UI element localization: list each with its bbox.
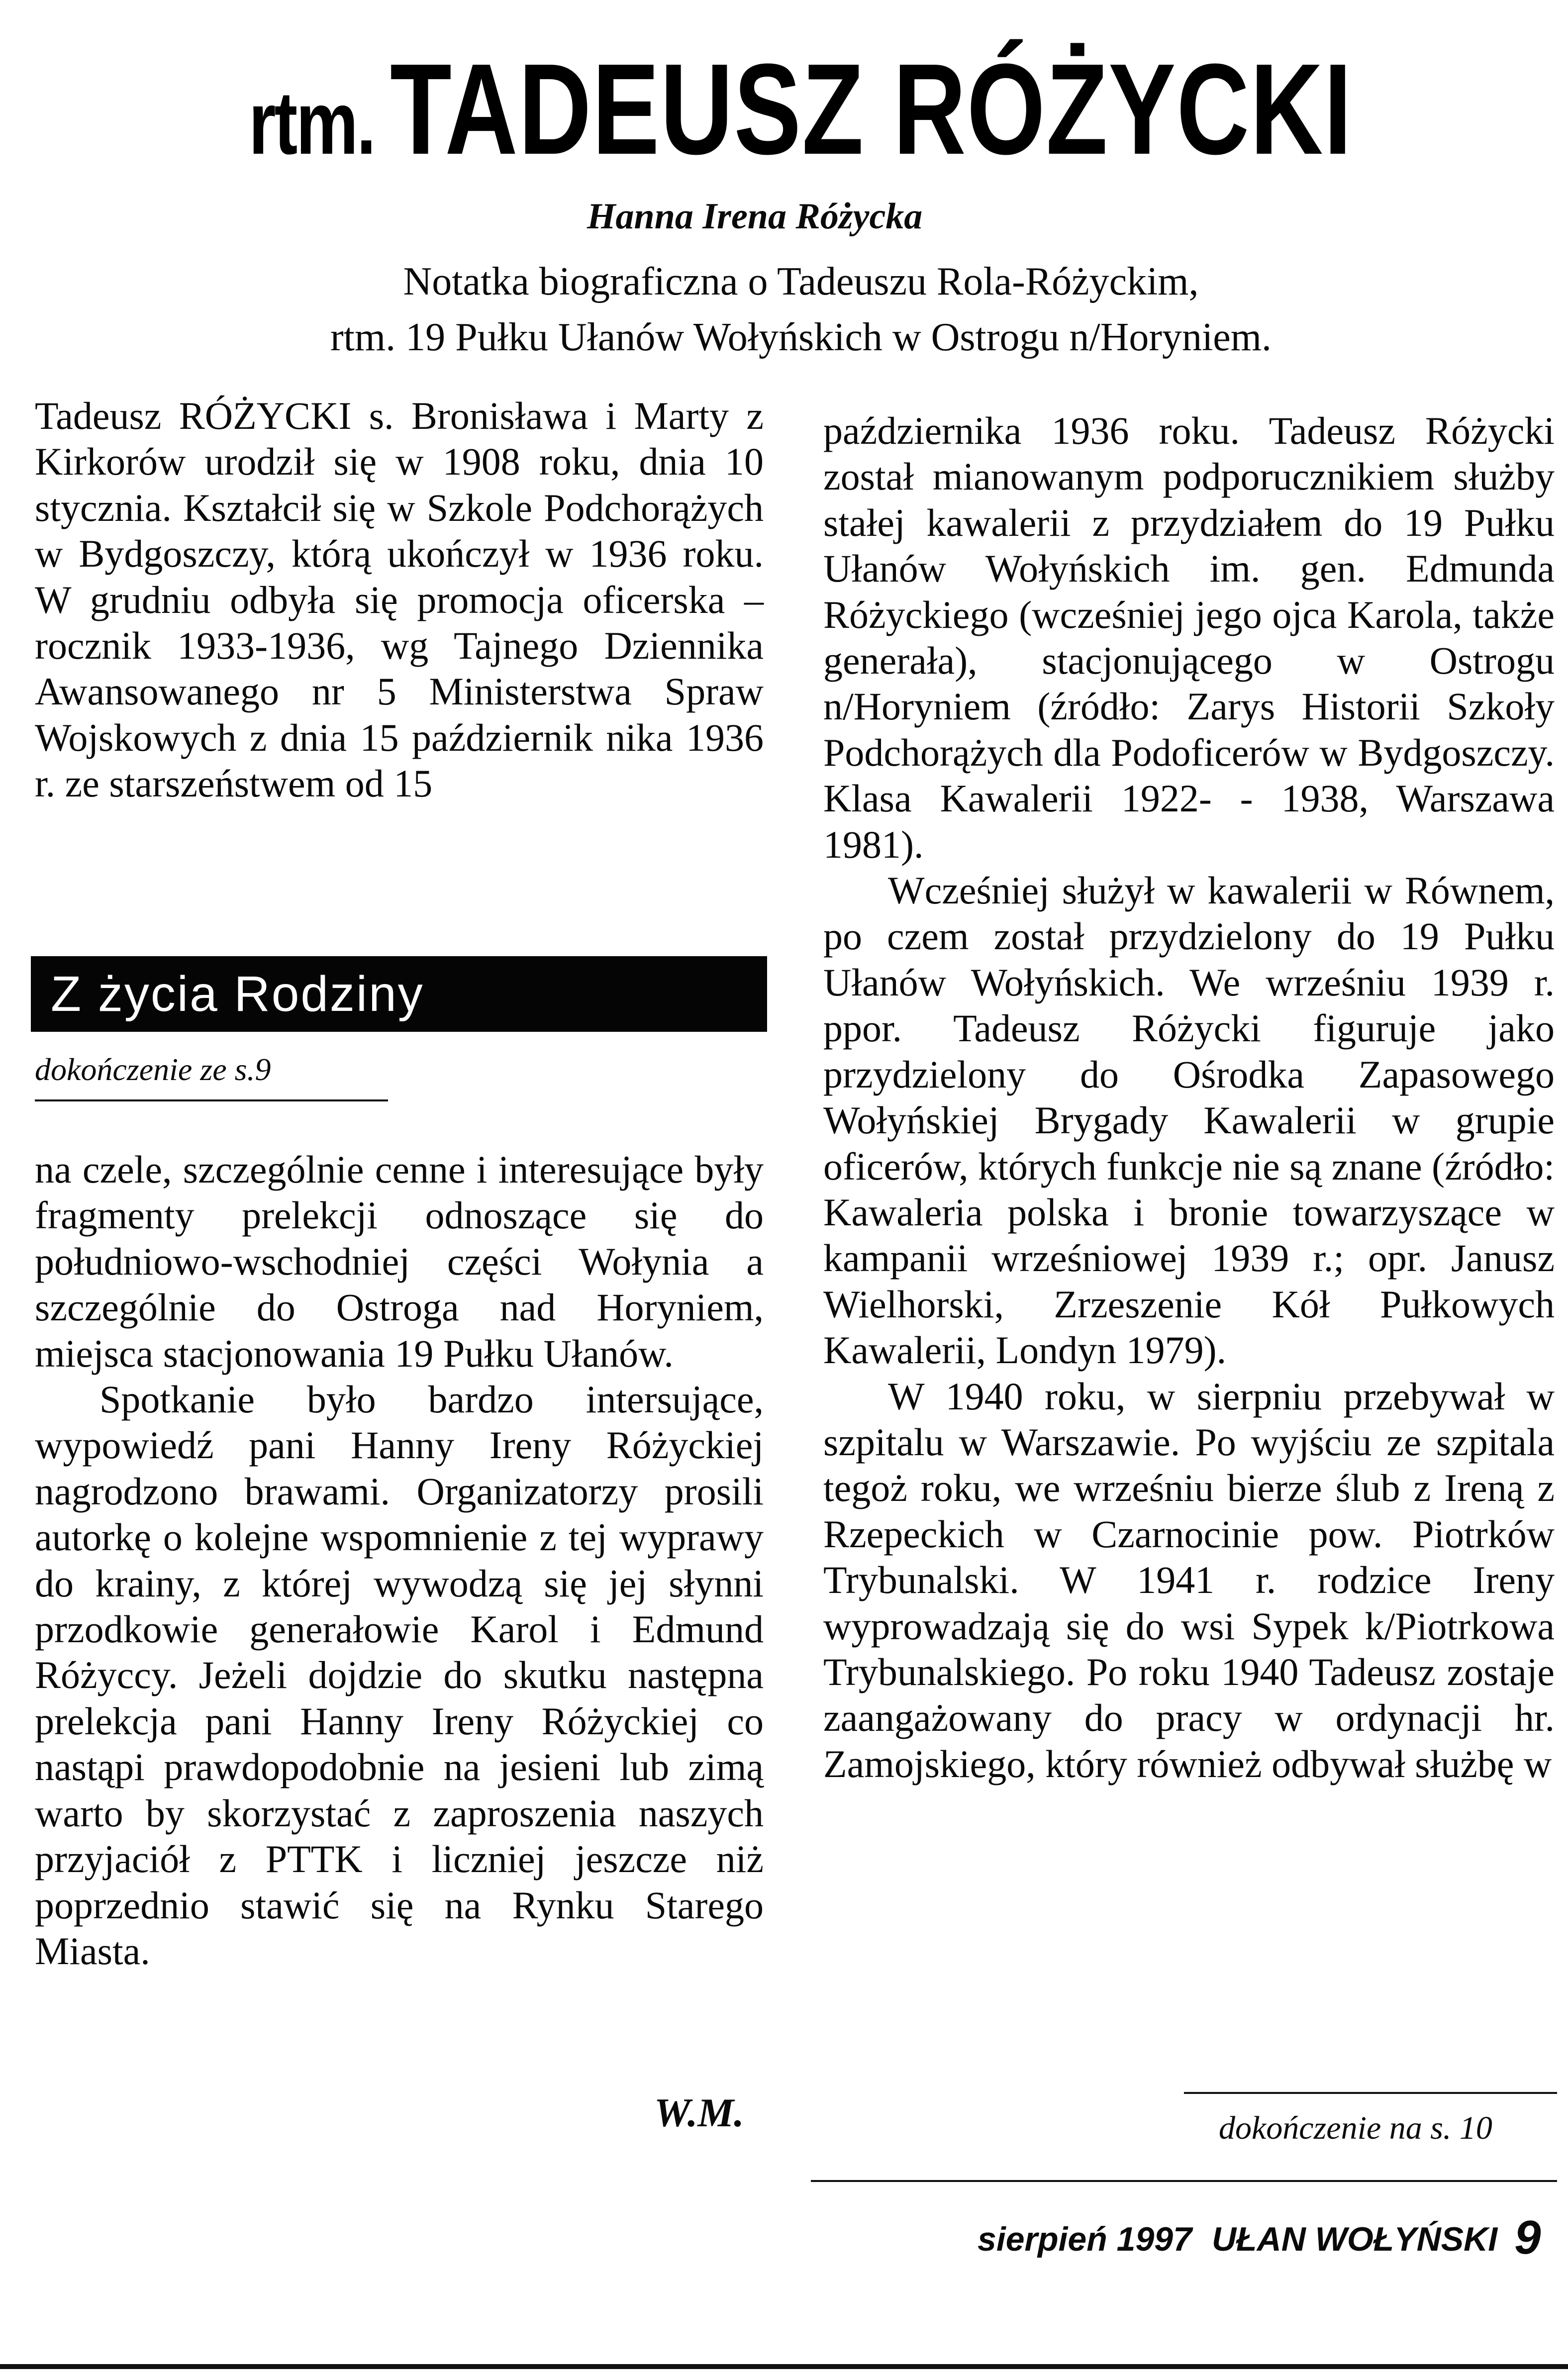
article-paragraph-1: Tadeusz RÓŻYCKI s. Bronisława i Marty z Kirkorów urodził się w 1908 roku, dnia 10 stycznia. Kształcił się w Szkole Podchorążych w Bydgoszczy, którą ukończył w 1936 roku. W grudniu odbyła się promocja oficerska – rocznik 1933-1936, wg Tajnego Dziennika Awansowanego nr 5 Ministerstwa Spraw Wojskowych z dnia 15 październik nika 1936 r. ze starszeństwem od 15: [35, 394, 764, 805]
article-paragraph-4: W 1940 roku, w sierpniu przebywał w szpitalu w Warszawie. Po wyjściu ze szpitala tegoż roku, we wrześniu bierze ślub z Ireną z Rzepeckich w Czarnocinie pow. Piotrków Trybunalski. W 1941 r. rodzice Ireny wyprowadzają się do wsi Sypek k/Piotrkowa Trybunalskiego. Po roku 1940 Tadeusz zostaje zaangażowany do pracy w ordynacji hr. Zamojskiego, który również odbywał służbę w: [823, 1374, 1555, 1785]
sidebar-heading: Z życia Rodziny: [31, 956, 767, 1032]
continued-to-label: dokończenie na s. 10: [1219, 2110, 1492, 2146]
footer-date: sierpień 1997: [978, 2220, 1192, 2258]
subtitle-line-1: Notatka biograficzna o Tadeuszu Rola-Różyckim,: [403, 260, 1199, 303]
sidebar-paragraph-1: na czele, szczególnie cenne i interesujące były fragmenty prelekcji odnoszące się do południowo-wschodniej części Wołynia a szczególnie do Ostroga nad Horyniem, miejsca stacjonowania 19 Pułku Ułanów.: [35, 1148, 764, 1375]
article-title-text: [249, 37, 1353, 182]
subtitle-line-2: rtm. 19 Pułku Ułanów Wołyńskich w Ostrogu n/Horyniem.: [330, 315, 1272, 359]
article-column-right: [823, 408, 1555, 1787]
article-title: [249, 20, 1353, 182]
page-bottom-edge: [0, 2364, 1568, 2369]
article-byline: Hanna Irena Różycka: [587, 196, 923, 237]
article-column-left: [35, 393, 764, 807]
divider-rule: [1184, 2092, 1557, 2094]
article-subtitle: [229, 254, 1373, 365]
footer-rule: [811, 2180, 1557, 2182]
sidebar-signoff: W.M.: [654, 2090, 744, 2135]
title-person-name: TADEUSZ RÓŻYCKI: [390, 37, 1353, 182]
sidebar-paragraph-2: Spotkanie było bardzo intersujące, wypowiedź pani Hanny Ireny Różyckiej nagrodzono brawami. Organizatorzy prosili autorkę o kolejne wspomnienie z tej wyprawy do krainy, z której wywodzą się jej słynni przodkowie generałowie Karol i Edmund Różyccy. Jeżeli dojdzie do skutku następna prelekcja pani Hanny Ireny Różyckiej co nastąpi prawdopodobnie na jesieni lub zimą warto by skorzystać z zaproszenia naszych przyjaciół z PTTK i liczniej jeszcze niż poprzednio stawić się na Rynku Starego Miasta.: [35, 1378, 764, 1973]
article-paragraph-2: października 1936 roku. Tadeusz Różycki został mianowanym podporucznikiem służby stałej kawalerii z przydziałem do 19 Pułku Ułanów Wołyńskich im. gen. Edmunda Różyckiego (wcześniej jego ojca Karola, także generała), stacjonującego w Ostrogu n/Horyniem (źródło: Zarys Historii Szkoły Podchorążych dla Podoficerów w Bydgoszczy. Klasa Kawalerii 1922- - 1938, Warszawa 1981).: [823, 409, 1555, 866]
page-number: 9: [1514, 2211, 1541, 2264]
divider-rule: [35, 1099, 388, 1101]
page-footer: [978, 2209, 1541, 2266]
title-rank-prefix: rtm.: [249, 73, 375, 173]
sidebar-column: [35, 1147, 764, 1974]
article-paragraph-3: Wcześniej służył w kawalerii w Równem, po czem został przydzielony do 19 Pułku Ułanów Wołyńskich. We wrześniu 1939 r. ppor. Tadeusz Różycki figuruje jako przydzielony do Ośrodka Zapasowego Wołyńskiej Brygady Kawalerii w grupie oficerów, których funkcje nie są znane (źródło: Kawaleria polska i bronie towarzyszące w kampanii wrześniowej 1939 r.; opr. Janusz Wielhorski, Zrzeszenie Kół Pułkowych Kawalerii, Londyn 1979).: [823, 869, 1555, 1372]
footer-publication: UŁAN WOŁYŃSKI: [1211, 2220, 1498, 2258]
continued-from-label: dokończenie ze s.9: [35, 1052, 271, 1087]
